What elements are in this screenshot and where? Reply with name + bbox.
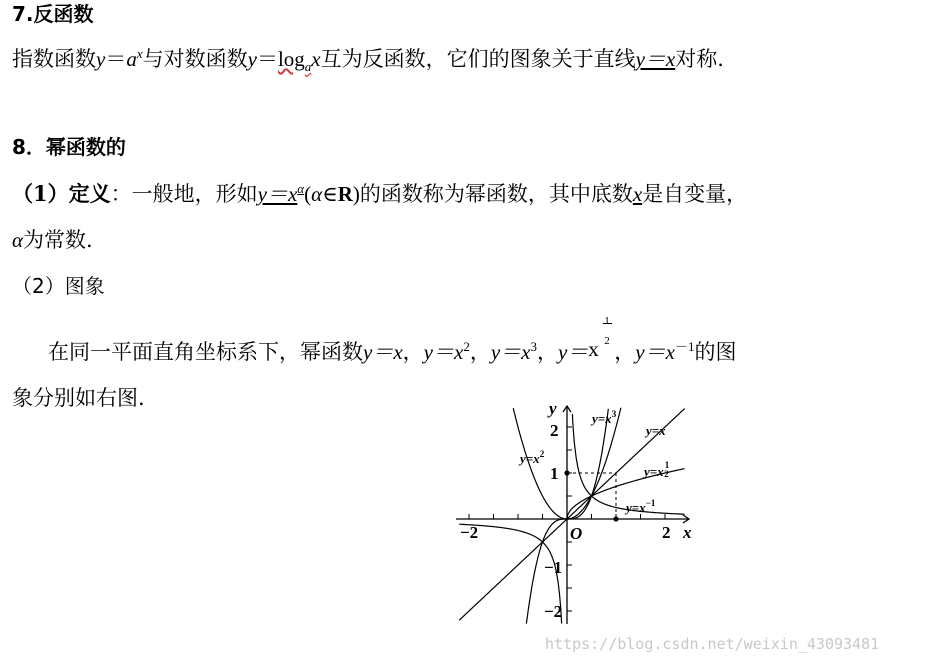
label-y-x2: $y=x^2$ [520, 449, 545, 466]
definition-text: 的函数称为幂函数，其中底数 [359, 182, 633, 206]
exp-3: 3 [530, 339, 537, 354]
separator: ， [469, 340, 491, 364]
definition-text-2: 是自变量， [642, 182, 748, 206]
frac-base: x [588, 337, 599, 361]
label-y-inverse: $y=x^{-1}$ [626, 498, 656, 515]
watermark: https://blog.csdn.net/weixin_43093481 [545, 635, 880, 653]
tick-label-y-1: 1 [550, 464, 559, 483]
definition-colon: ：一般地，形如 [110, 182, 258, 206]
x-axis-label: x [683, 523, 692, 542]
definition-formula: y＝x [257, 182, 298, 206]
math-a: a [126, 47, 137, 71]
definition-exponent: α [297, 181, 305, 196]
point-y-1 [564, 470, 569, 475]
exp-2: 2 [463, 339, 470, 354]
math-exp-x: x [136, 46, 143, 61]
frac-line [603, 323, 612, 324]
label-y-sqrt: $y=x^1$ 2 [644, 460, 670, 479]
power-function-graph [448, 398, 698, 628]
section-7-title: 7.反函数 [12, 2, 94, 26]
paren-close: ) [352, 182, 360, 206]
label-y-x3: $y=x^3$ [592, 409, 617, 426]
math-reals: R [337, 182, 353, 206]
func-x: y＝x [363, 340, 403, 364]
tick-label-y-2: 2 [550, 421, 559, 440]
separator: ， [402, 340, 424, 364]
separator: ， [536, 340, 558, 364]
func-sqrt: y＝ [557, 340, 589, 364]
tick-label-y-neg2: −2 [544, 602, 563, 621]
graph-subtitle: （2）图象 [12, 274, 105, 298]
func-inverse: y＝x [635, 340, 675, 364]
math-alpha: α [12, 228, 24, 252]
frac-den: 2 [604, 335, 610, 347]
definition-line-2 [12, 226, 93, 254]
exp-neg1: －1 [674, 339, 695, 354]
paren-open: ( [304, 182, 312, 206]
func-x3: y＝x [490, 340, 531, 364]
math-log: log [277, 47, 305, 71]
definition-line [12, 180, 747, 208]
math-alpha: α [311, 182, 323, 206]
fraction-exponent [588, 315, 614, 361]
point-x-1 [613, 516, 618, 521]
definition-text-3: 为常数. [23, 228, 93, 252]
math-y: y [247, 47, 257, 71]
y-axis-label: y [549, 399, 557, 418]
label-y-x: y=x [646, 423, 666, 438]
definition-label: （1）定义 [12, 181, 111, 206]
math-eq: ＝ [105, 47, 127, 71]
graph-paragraph-text-b: 的图 [694, 340, 737, 364]
symmetry-line: y＝x [635, 47, 676, 71]
definition-base: x [632, 182, 643, 206]
graph-paragraph-2: 象分别如右图. [12, 386, 145, 410]
section-7-text-b: 与对数函数 [142, 47, 248, 71]
math-in: ∈ [322, 182, 338, 206]
separator: ， [614, 340, 636, 364]
section-7-text-d: 对称. [675, 47, 724, 71]
section-7-text-c: 互为反函数，它们的图象关于直线 [320, 47, 636, 71]
tick-label-x-neg2: −2 [460, 523, 479, 542]
tick-label-x-2: 2 [662, 523, 671, 542]
origin-label: O [570, 524, 583, 543]
math-log-base: a [304, 59, 312, 75]
tick-label-y-neg1: −1 [544, 558, 563, 577]
section-8-title: 8．幂函数的 [12, 135, 126, 159]
math-eq: ＝ [256, 47, 278, 71]
frac-num: 1 [604, 315, 610, 327]
graph-paragraph-text: 在同一平面直角坐标系下，幂函数 [48, 340, 363, 364]
math-y: y [96, 47, 106, 71]
func-x2: y＝x [423, 340, 464, 364]
section-7-text-a: 指数函数 [12, 47, 96, 71]
section-7-text [12, 45, 724, 73]
math-x: x [311, 47, 321, 71]
graph-paragraph [48, 315, 737, 366]
